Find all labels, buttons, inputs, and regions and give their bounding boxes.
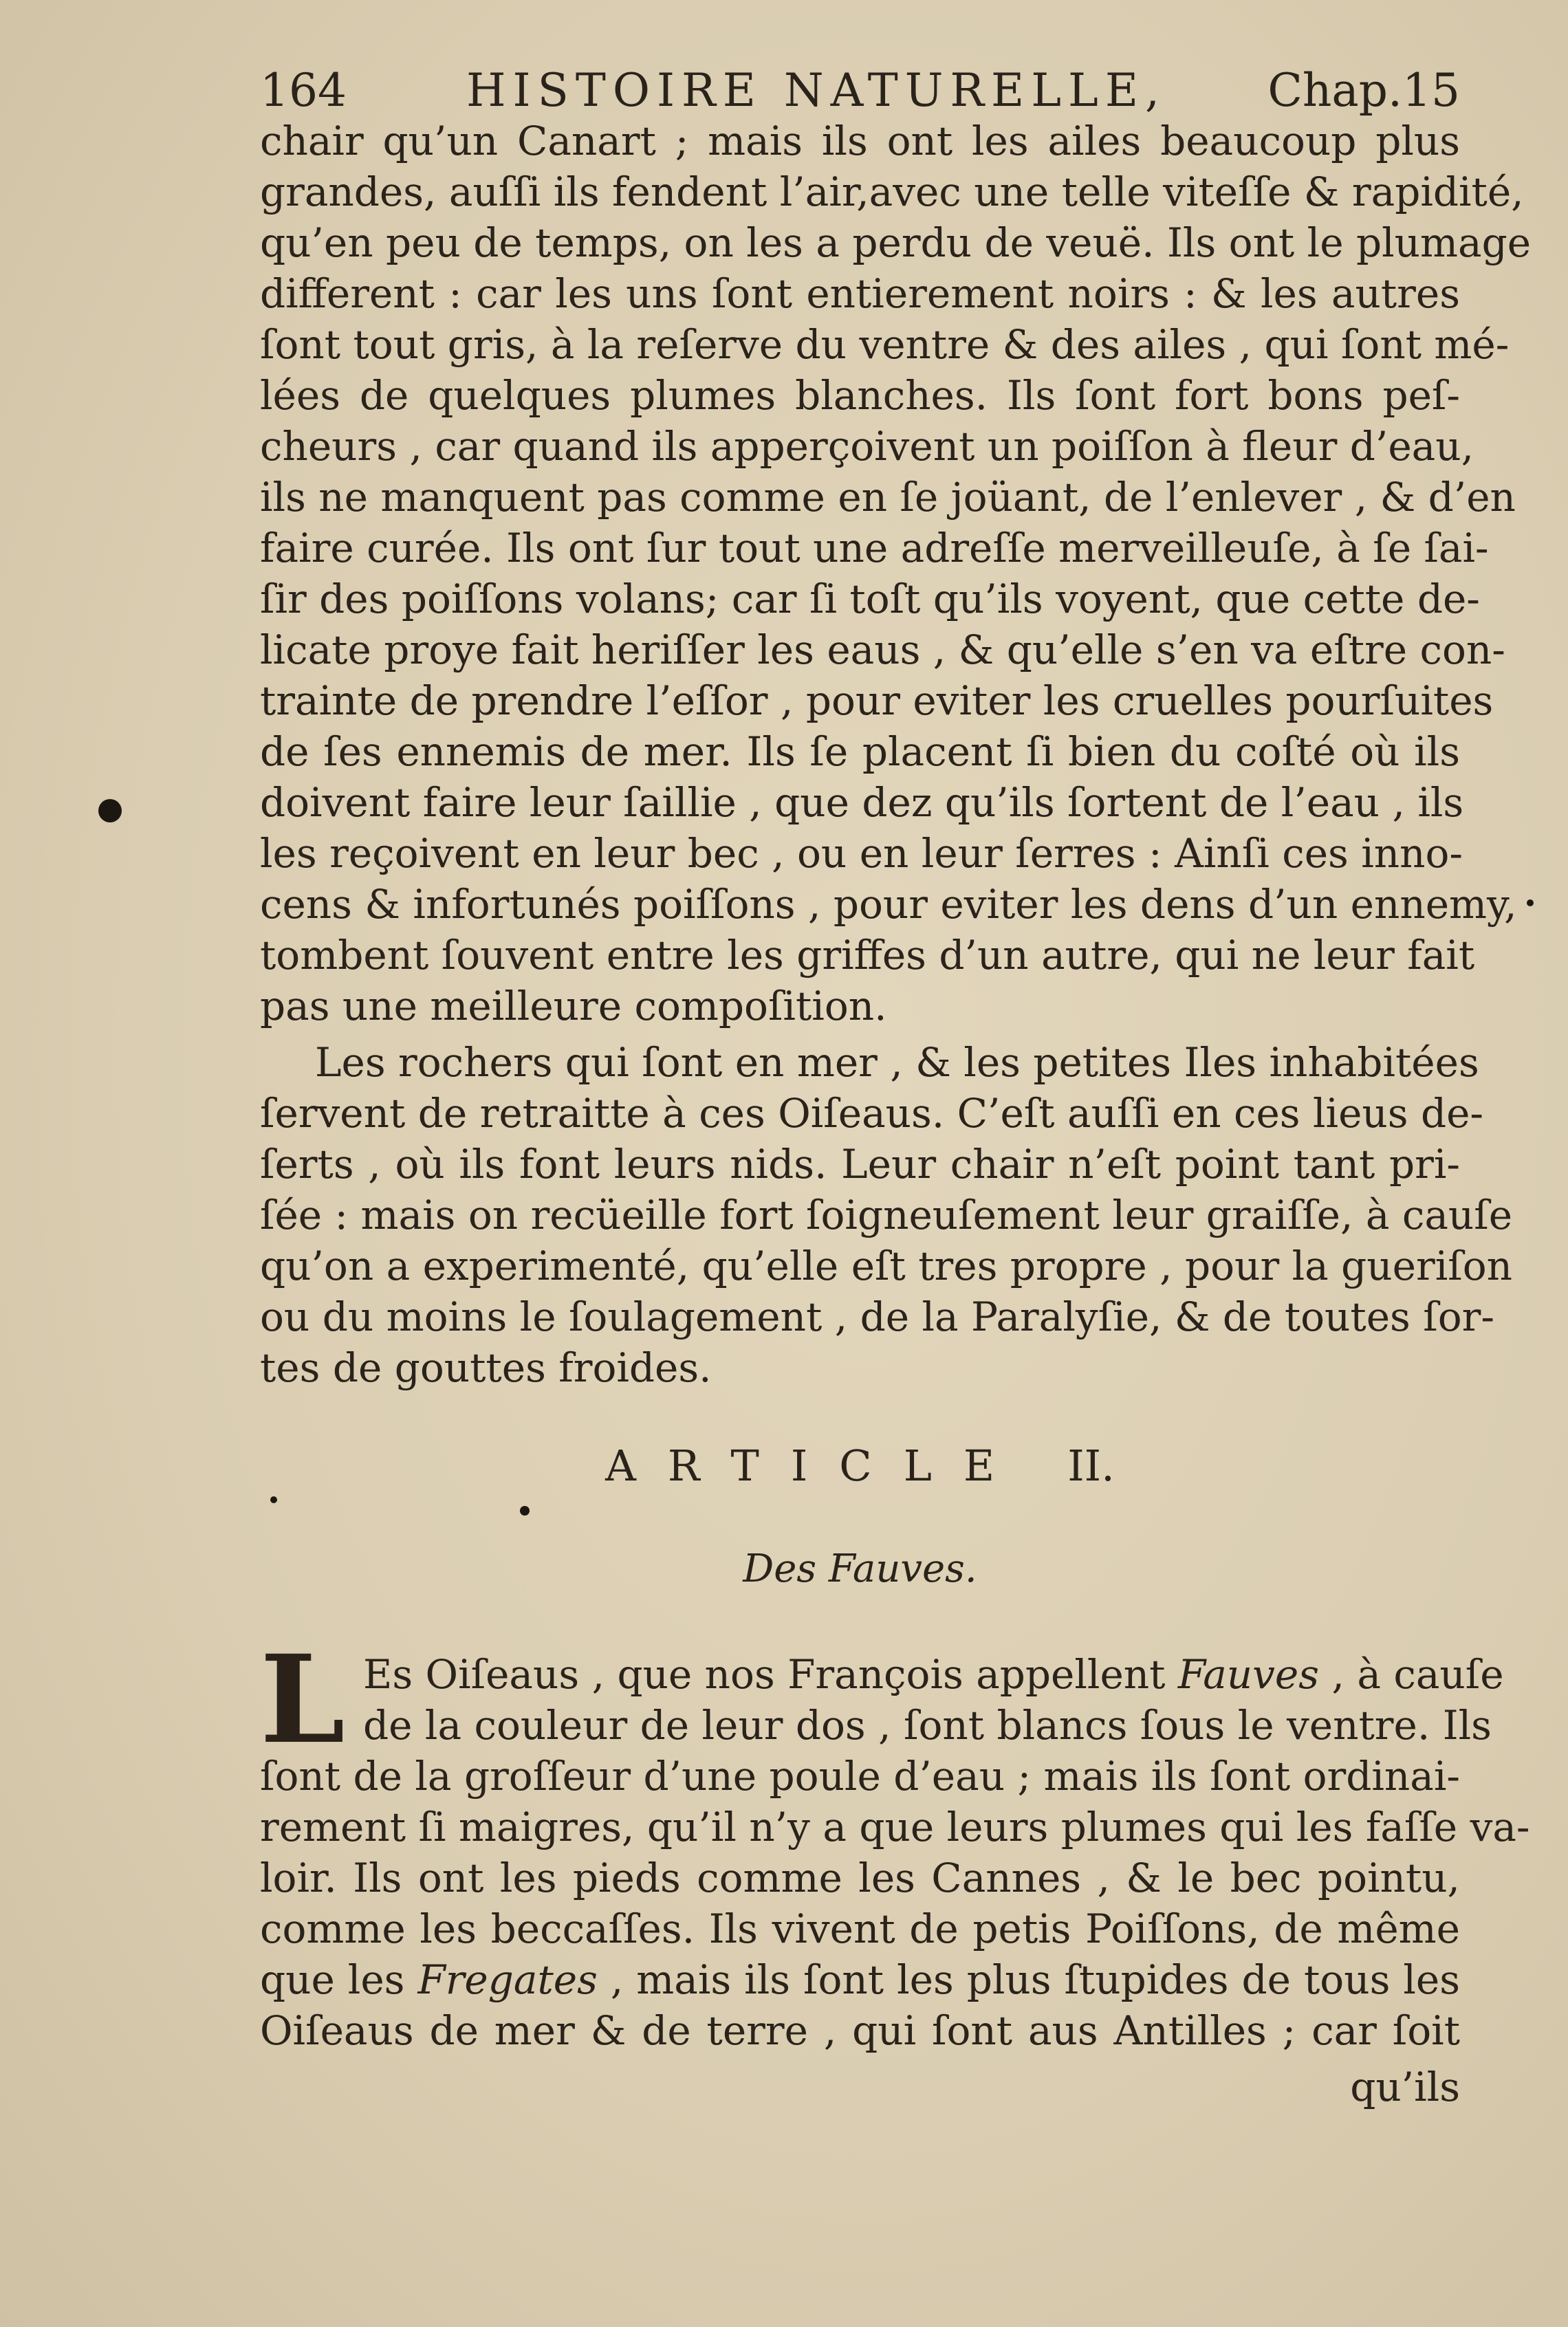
paragraph-3 (260, 1649, 1530, 2056)
text-line: grandes, auſſi ils fendent l’air,avec une telle viteſſe & rapidité, (260, 168, 1524, 215)
paragraph-2 (260, 1037, 1513, 1393)
text-line: doivent faire leur ſaillie , que dez qu’ils ſortent de l’eau , ils (260, 779, 1464, 826)
running-title: HISTOIRE NATURELLE, (466, 64, 1167, 117)
text-run: Es Oiſeaus , que nos François appellent (363, 1651, 1178, 1698)
text-line: different : car les uns ſont entierement noirs : & les autres (260, 270, 1460, 317)
text-line: tes de gouttes froides. (260, 1344, 712, 1391)
ink-spot (520, 1506, 530, 1516)
ink-spot (98, 799, 122, 822)
text-line: loir. Ils ont les pieds comme les Cannes , & le bec pointu, (260, 1855, 1460, 1901)
text-line: de la couleur de leur dos , ſont blancs ſous le ventre. Ils (363, 1702, 1492, 1749)
text-line: rement ſi maigres, qu’il n’y a que leurs plumes qui les faſſe va- (260, 1804, 1530, 1850)
text-line: comme les beccaſſes. Ils vivent de petis Poiſſons, de même (260, 1905, 1460, 1952)
text-line: ſont tout gris, à la reſerve du ventre & des ailes , qui ſont mé- (260, 321, 1510, 368)
text-line: licate proye fait heriſſer les eaus , & qu’elle s’en va eſtre con- (260, 626, 1505, 673)
text-line: cheurs , car quand ils apperçoivent un poiſſon à fleur d’eau, (260, 423, 1474, 470)
text-line: ils ne manquent pas comme en ſe joüant, de l’enlever , & d’en (260, 474, 1516, 521)
text-line: qu’on a experimenté, qu’elle eſt tres propre , pour la gueriſon (260, 1243, 1512, 1289)
text-line: les reçoivent en leur bec , ou en leur ſerres : Ainſi ces inno- (260, 830, 1463, 877)
paragraph-1 (260, 116, 1532, 1031)
text-line (260, 1649, 1504, 1700)
text-line: Oiſeaus de mer & de terre , qui ſont aus Antilles ; car ſoit (260, 2007, 1460, 2054)
text-line: trainte de prendre l’eſſor , pour eviter les cruelles pourſuites (260, 677, 1494, 724)
text-line: chair qu’un Canart ; mais ils ont les ailes beaucoup plus (260, 118, 1460, 164)
text-line: qu’en peu de temps, on les a perdu de veuë. Ils ont le plumage (260, 219, 1532, 266)
section-title: Des Fauves. (743, 1547, 977, 1591)
text-line: ſée : mais on recüeille fort ſoigneuſement leur graiſſe, à cauſe (260, 1192, 1513, 1238)
text-run: , à cauſe (1319, 1651, 1504, 1698)
chapter-label: Chap.15 (1267, 64, 1460, 117)
article-label: ARTICLE (605, 1441, 1027, 1491)
ink-spot (1527, 899, 1534, 906)
page-number: 164 (260, 64, 347, 117)
text-line: ſont de la groſſeur d’une poule d’eau ; mais ils ſont ordinai- (260, 1753, 1460, 1800)
text-line (260, 1954, 1460, 2005)
text-line: ſir des poiſſons volans; car ſi toſt qu’ils voyent, que cette de- (260, 576, 1480, 622)
text-run: que les (260, 1956, 418, 2003)
drop-cap: L (260, 1628, 345, 1771)
text-line: Les rochers qui ſont en mer , & les petites Iles inhabitées (315, 1039, 1479, 1086)
italic-term: Fregates (417, 1956, 598, 2003)
italic-term: Fauves (1177, 1651, 1320, 1698)
text-run: , mais ils ſont les plus ſtupides de tous les (597, 1956, 1460, 2003)
text-line: ſervent de retraitte à ces Oiſeaus. C’eſt auſſi en ces lieus de- (260, 1090, 1484, 1137)
article-heading (260, 1439, 1460, 1494)
text-line: de ſes ennemis de mer. Ils ſe placent ſi bien du coſté où ils (260, 728, 1460, 775)
ink-spot (270, 1496, 277, 1503)
text-line: ſerts , où ils font leurs nids. Leur chair n’eſt point tant pri- (260, 1141, 1460, 1188)
text-line: tombent ſouvent entre les griffes d’un autre, qui ne leur fait (260, 932, 1475, 979)
text-line: cens & infortunés poiſſons , pour eviter les dens d’un ennemy, (260, 881, 1517, 928)
catchword: qu’ils (1350, 2064, 1460, 2110)
text-line: faire curée. Ils ont ſur tout une adreſſe merveilleuſe, à ſe ſai- (260, 525, 1489, 571)
text-line: ou du moins le ſoulagement , de la Paralyſie, & de toutes ſor- (260, 1293, 1494, 1340)
text-line: pas une meilleure compoſition. (260, 983, 887, 1029)
text-line: lées de quelques plumes blanches. Ils ſont fort bons peſ- (260, 372, 1460, 419)
article-number: II. (1067, 1441, 1115, 1491)
